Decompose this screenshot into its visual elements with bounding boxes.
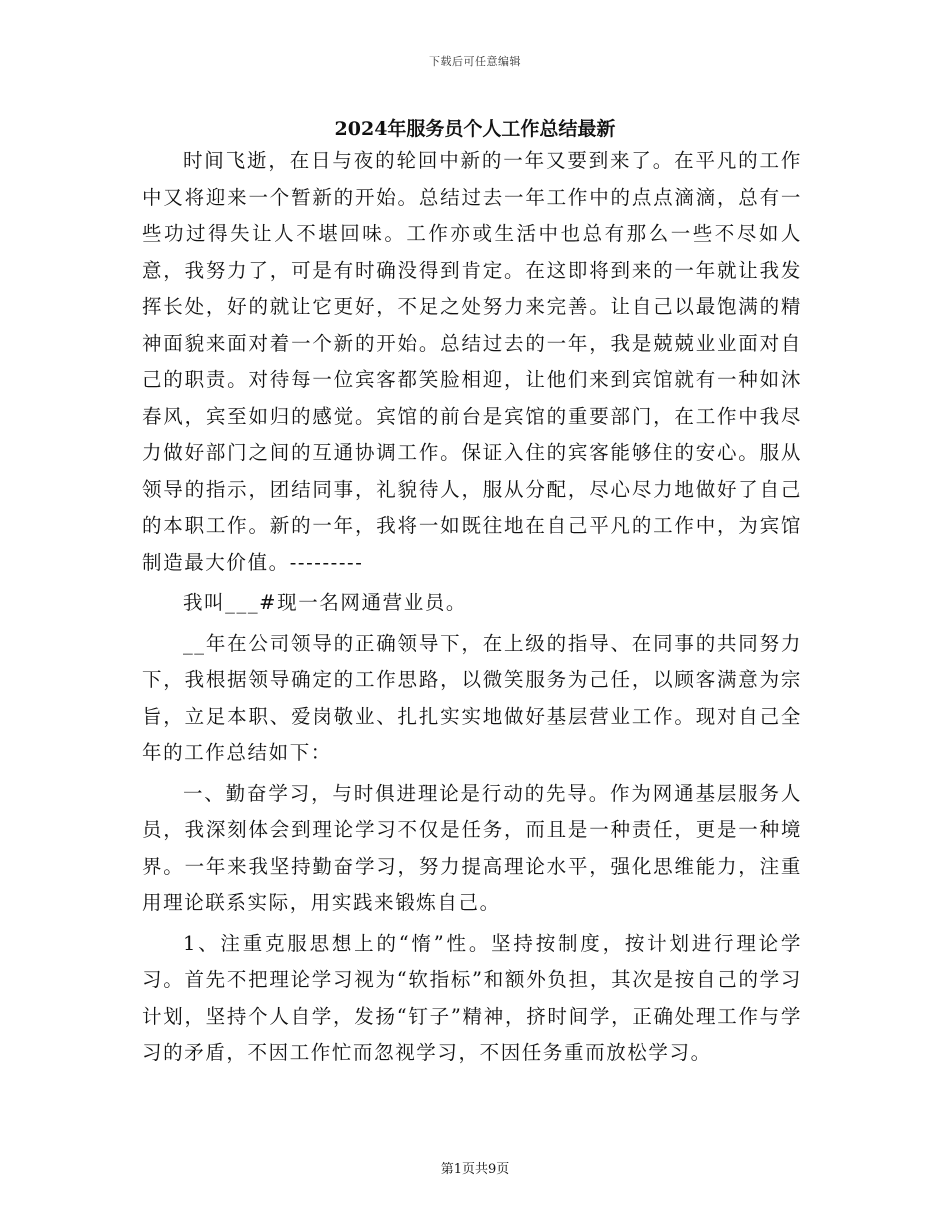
paragraph-overview: __年在公司领导的正确领导下，在上级的指导、在同事的共同努力下，我根据领导确定的工作思路，以微笑服务为己任，以顾客满意为宗旨，立足本职、爱岗敬业、扎扎实实地做好基层营业工作。现对自己全年的工作总结如下： [142, 631, 802, 764]
header-note: 下载后可任意编辑 [429, 55, 521, 68]
document-title: 2024年服务员个人工作总结最新 [334, 118, 616, 140]
paragraph-item-one: 1、注重克服思想上的“惰”性。坚持按制度，按计划进行理论学习。首先不把理论学习视为“软指标”和额外负担，其次是按自己的学习计划，坚持个人自学，发扬“钉子”精神，挤时间学，正确处理工作与学习的矛盾，不因工作忙而忽视学习，不因任务重而放松学习。 [142, 931, 802, 1064]
paragraph-section-one: 一、勤奋学习，与时俱进理论是行动的先导。作为网通基层服务人员，我深刻体会到理论学习不仅是任务，而且是一种责任，更是一种境界。一年来我坚持勤奋学习，努力提高理论水平，强化思维能力，注重用理论联系实际，用实践来锻炼自己。 [142, 781, 802, 914]
paragraph-intro: 时间飞逝，在日与夜的轮回中新的一年又要到来了。在平凡的工作中又将迎来一个暂新的开始。总结过去一年工作中的点点滴滴，总有一些功过得失让人不堪回味。工作亦或生活中也总有那么一些不尽如人意，我努力了，可是有时确没得到肯定。在这即将到来的一年就让我发挥长处，好的就让它更好，不足之处努力来完善。让自己以最饱满的精神面貌来面对着一个新的开始。总结过去的一年，我是兢兢业业面对自己的职责。对待每一位宾客都笑脸相迎，让他们来到宾馆就有一种如沐春风，宾至如归的感觉。宾馆的前台是宾馆的重要部门，在工作中我尽力做好部门之间的互通协调工作。保证入住的宾客能够住的安心。服从领导的指示，团结同事，礼貌待人，服从分配，尽心尽力地做好了自己的本职工作。新的一年，我将一如既往地在自己平凡的工作中，为宾馆制造最大价值。--------- [142, 149, 802, 574]
page-number: 第1页共9页 [440, 1162, 510, 1177]
document-body [142, 143, 802, 1072]
paragraph-self-intro: 我叫___#现一名网通营业员。 [182, 591, 468, 614]
